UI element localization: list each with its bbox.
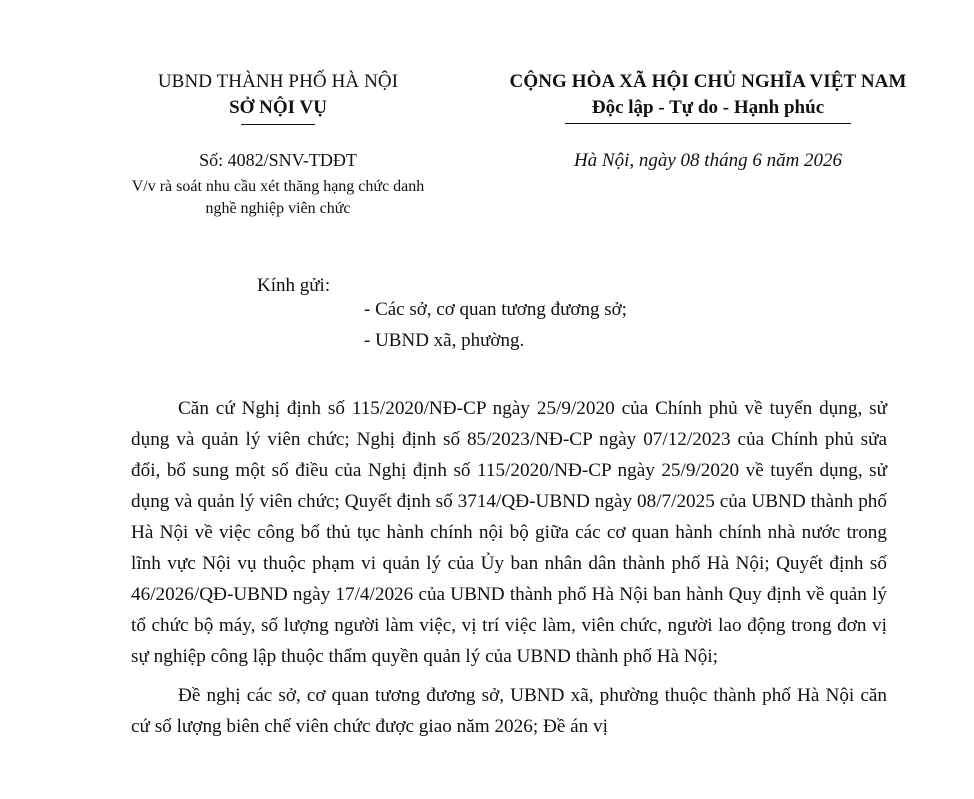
- issuing-organization: SỞ NỘI VỤ: [229, 97, 327, 118]
- issuing-body-block: [120, 68, 436, 125]
- body-paragraph: Đề nghị các sở, cơ quan tương đương sở, UBND xã, phường thuộc thành phố Hà Nội căn cứ số lượng biên chế viên chức được giao năm 2026; Đề án vị: [131, 685, 887, 737]
- national-header-block: [474, 68, 942, 124]
- recipients-list: [364, 294, 627, 356]
- document-subject-line: nghề nghiệp viên chức: [205, 200, 351, 217]
- document-subject: [70, 176, 486, 220]
- recipient-item: - UBND xã, phường.: [364, 330, 525, 351]
- letter-body: [131, 393, 887, 750]
- parent-organization: UBND THÀNH PHỐ HÀ NỘI: [157, 71, 399, 92]
- recipient-item: - Các sở, cơ quan tương đương sở;: [364, 299, 627, 320]
- national-motto-underline: [565, 123, 851, 124]
- date-and-place: Hà Nội, ngày 08 tháng 6 năm 2026: [573, 150, 843, 171]
- document-subject-line: V/v rà soát nhu cầu xét thăng hạng chức danh: [131, 178, 425, 195]
- recipients-label: Kính gửi:: [257, 275, 331, 296]
- nation-name: CỘNG HÒA XÃ HỘI CHỦ NGHĨA VIỆT NAM: [509, 71, 907, 92]
- national-motto: Độc lập - Tự do - Hạnh phúc: [591, 97, 825, 118]
- issuing-organization-underline: [241, 124, 315, 125]
- document-number: Số: 4082/SNV-TDĐT: [199, 150, 357, 170]
- body-paragraph: Căn cứ Nghị định số 115/2020/NĐ-CP ngày 25/9/2020 của Chính phủ về tuyển dụng, sử dụng và quản lý viên chức; Nghị định số 85/2023/NĐ-CP ngày 07/12/2023 của Chính phủ sửa đổi, bổ sung một số điều của Nghị định số 115/2020/NĐ-CP ngày 25/9/2020 về tuyển dụng, sử dụng và quản lý viên chức; Quyết định số 3714/QĐ-UBND ngày 08/7/2025 của UBND thành phố Hà Nội về việc công bố thủ tục hành chính nội bộ giữa các cơ quan hành chính nhà nước trong lĩnh vực Nội vụ thuộc phạm vi quản lý của Ủy ban nhân dân thành phố Hà Nội; Quyết định số 46/2026/QĐ-UBND ngày 17/4/2026 của UBND thành phố Hà Nội ban hành Quy định về quản lý tổ chức bộ máy, số lượng người làm việc, vị trí việc làm, viên chức, người lao động trong đơn vị sự nghiệp công lập thuộc thẩm quyền quản lý của UBND thành phố Hà Nội;: [131, 398, 887, 667]
